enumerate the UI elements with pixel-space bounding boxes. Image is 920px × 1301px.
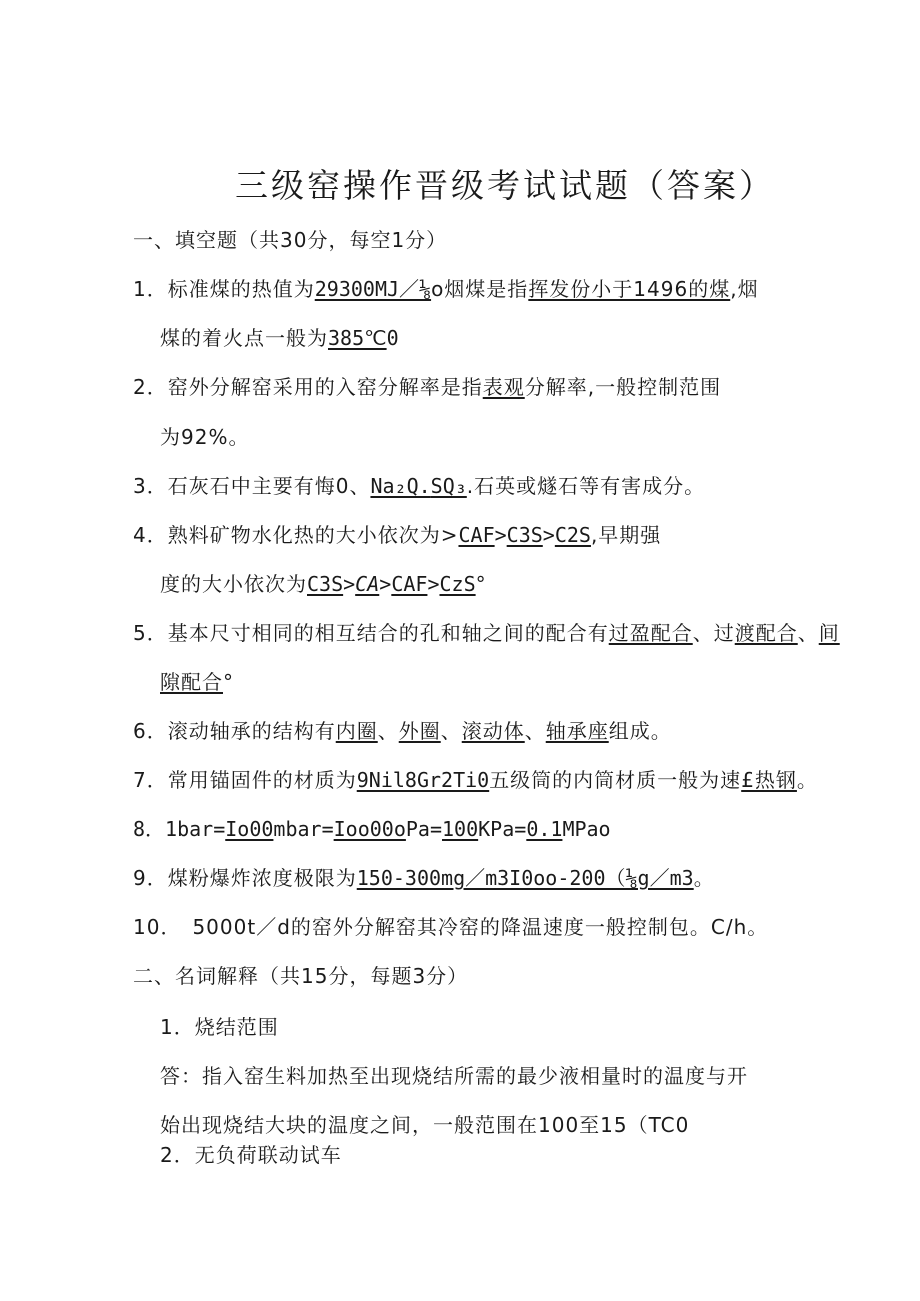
q6-text: 、 — [524, 719, 546, 743]
q4-sep: > — [379, 572, 392, 596]
definition-item-2: 2．无负荷联动试车 — [160, 1143, 342, 1167]
section-heading-fill-blank: 一、填空题（共30分，每空1分） — [133, 228, 448, 252]
q7-answer: 9Nil8Gr2Ti0 — [356, 768, 490, 792]
q4-sep: > — [542, 523, 555, 547]
question-5-line-2 — [160, 668, 234, 696]
q6-answer: 轴承座 — [545, 719, 609, 743]
question-1-line-2 — [160, 324, 399, 352]
q5-answer: 间 — [818, 621, 840, 645]
q1-answer-volatile: 挥发份小于1496的煤 — [528, 277, 731, 301]
question-9 — [133, 864, 715, 892]
q4-answer: C3S — [506, 523, 543, 547]
q6-answer: 外圈 — [398, 719, 441, 743]
definition-item-1: 1．烧结范围 — [160, 1015, 279, 1039]
question-5-line-1 — [133, 619, 840, 647]
q7-text: 五级筒的内筒材质一般为速 — [489, 768, 742, 792]
q4-text: 4．熟料矿物水化热的大小依次为> — [133, 523, 459, 547]
q3-answer-na2o: Na₂Q. — [370, 474, 431, 498]
q1-text: 煤的着火点一般为 — [160, 326, 328, 350]
q8-text: Pa= — [405, 817, 443, 841]
q9-text: 。 — [693, 866, 715, 890]
q8-text: KPa= — [478, 817, 527, 841]
q5-answer: 渡配合 — [734, 621, 798, 645]
q4-answer: CAF — [458, 523, 495, 547]
q1-answer-heat-value: 29300MJ／⅛ — [314, 277, 432, 301]
q6-text: 、 — [440, 719, 462, 743]
q4-answer: C3S — [307, 572, 344, 596]
question-8 — [133, 815, 611, 843]
q1-text: ,烟 — [730, 277, 759, 301]
question-2-line-2: 为92%。 — [160, 425, 250, 449]
q6-answer: 滚动体 — [461, 719, 525, 743]
q9-text: 9．煤粉爆炸浓度极限为 — [133, 866, 357, 890]
q4-text: ,早期强 — [590, 523, 662, 547]
section-heading-definitions: 二、名词解释（共15分，每题3分） — [133, 964, 469, 988]
q5-text: 、过 — [692, 621, 735, 645]
q6-text: 6．滚动轴承的结构有 — [133, 719, 336, 743]
q1-text: 1．标准煤的热值为 — [133, 277, 315, 301]
q6-text: 组成。 — [608, 719, 672, 743]
q4-text: ° — [475, 572, 487, 596]
question-3 — [133, 472, 705, 500]
q2-text: 分解率,一般控制范围 — [524, 375, 722, 399]
question-1-line-1 — [133, 275, 759, 303]
q8-answer: 100 — [442, 817, 479, 841]
q3-answer-so3: SQ₃ — [430, 474, 467, 498]
question-4-line-2 — [160, 570, 487, 598]
q1-text: 0 — [386, 326, 399, 350]
question-4-line-1 — [133, 521, 661, 549]
q5-text: 5．基本尺寸相同的相互结合的孔和轴之间的配合有 — [133, 621, 609, 645]
q3-text: .石英或燧石等有害成分。 — [466, 474, 706, 498]
question-6 — [133, 717, 672, 745]
question-2-line-1 — [133, 373, 721, 401]
q8-answer: 0.1 — [526, 817, 563, 841]
q4-text: 度的大小依次为 — [160, 572, 307, 596]
q5-answer: 过盈配合 — [608, 621, 693, 645]
q4-answer: C2S — [554, 523, 591, 547]
q7-text: 7．常用锚固件的材质为 — [133, 768, 357, 792]
q4-answer: CAF — [391, 572, 428, 596]
definition-answer-1-line-2: 始出现烧结大块的温度之间，一般范围在100至15（TC0 — [160, 1113, 690, 1137]
q4-sep: > — [494, 523, 507, 547]
q7-answer: £热钢 — [741, 768, 797, 792]
q7-text: 。 — [796, 768, 818, 792]
q6-answer: 内圈 — [335, 719, 378, 743]
question-10: 10． 5000t／d的窑外分解窑其冷窑的降温速度一般控制包。C/h。 — [133, 915, 769, 939]
q8-answer: Io00 — [225, 817, 274, 841]
q8-text: 8．1bar= — [133, 817, 226, 841]
page-title: 三级窑操作晋级考试试题（答案） — [235, 166, 775, 205]
q5-text: 、 — [797, 621, 819, 645]
q8-text: MPao — [562, 817, 611, 841]
q3-text: 3．石灰石中主要有悔0、 — [133, 474, 371, 498]
q1-answer-ignition: 385℃ — [328, 326, 387, 350]
q2-answer: 表观 — [482, 375, 525, 399]
q4-sep: > — [427, 572, 440, 596]
q4-sep: > — [343, 572, 356, 596]
q2-text: 2．窑外分解窑采用的入窑分解率是指 — [133, 375, 483, 399]
q5-answer: 隙配合 — [160, 670, 223, 694]
q8-answer: Ioo00o — [333, 817, 406, 841]
definition-answer-1-line-1: 答：指入窑生料加热至出现烧结所需的最少液相量时的温度与开 — [160, 1064, 748, 1088]
q6-text: 、 — [377, 719, 399, 743]
q9-answer: 150-300mg／m3I0oo-200（⅛g／m3 — [356, 866, 694, 890]
q5-text: ° — [223, 670, 234, 694]
question-7 — [133, 766, 818, 794]
q4-answer: CzS — [439, 572, 476, 596]
q8-text: mbar= — [273, 817, 334, 841]
q4-answer: CA — [355, 572, 380, 596]
q1-text: o烟煤是指 — [431, 277, 529, 301]
